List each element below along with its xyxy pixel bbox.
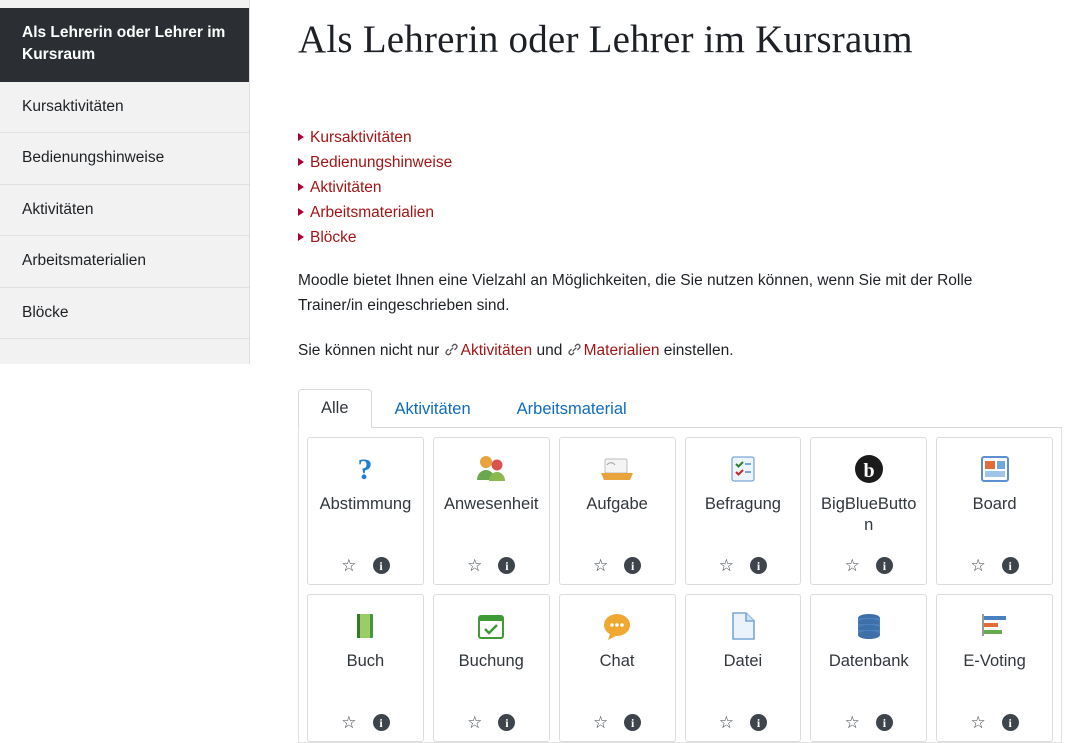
people-group-icon [473,450,509,488]
module-filter-tabs [298,389,1062,428]
tile-actions [719,714,767,733]
module-label: Buchung [458,652,524,671]
info-icon[interactable]: i [498,714,515,731]
module-tile-datei[interactable] [685,594,802,742]
bigbluebutton-icon [853,450,885,488]
info-icon[interactable]: i [876,557,893,574]
caret-right-icon [298,233,304,241]
caret-right-icon [298,208,304,216]
module-label: Aufgabe [586,495,648,514]
module-tile-anwesenheit[interactable] [433,437,550,585]
main-content [250,0,1082,733]
module-tile-abstimmung[interactable] [307,437,424,585]
sidebar-item-label: Aktivitäten [22,200,94,218]
toc-item[interactable] [298,175,1062,200]
info-icon[interactable]: i [373,557,390,574]
toc-link-kursaktivitaeten[interactable]: Kursaktivitäten [310,128,412,146]
info-icon[interactable]: i [1002,557,1019,574]
green-book-icon [349,607,381,645]
hand-paper-icon [599,450,635,488]
info-icon[interactable]: i [373,714,390,731]
secondary-paragraph [298,338,1040,363]
svg-text:b: b [863,460,875,483]
favorite-star-icon[interactable]: ☆ [467,556,483,576]
favorite-star-icon[interactable]: ☆ [718,556,735,576]
database-icon [853,607,885,645]
module-tile-chat[interactable] [559,594,676,742]
module-tile-befragung[interactable] [685,437,802,585]
module-tile-e-voting[interactable] [936,594,1053,742]
module-label: Board [972,495,1017,514]
favorite-star-icon[interactable]: ☆ [467,713,483,733]
info-icon[interactable]: i [1002,714,1019,731]
caret-right-icon [298,183,304,191]
module-tile-bigbluebutton[interactable] [810,437,927,585]
calendar-check-icon [475,607,507,645]
favorite-star-icon[interactable]: ☆ [341,556,357,576]
toc-link-arbeitsmaterialien[interactable]: Arbeitsmaterialien [310,203,435,221]
tile-actions [593,557,641,576]
sidebar-list [0,8,249,339]
sidebar-item-als-lehrerin-oder-lehrer-im-kursraum[interactable] [0,8,249,82]
caret-right-icon [298,158,304,166]
board-window-icon [979,450,1011,488]
sidebar-item-label: Als Lehrerin oder Lehrer im Kursraum [22,24,226,64]
sidebar-item-label: Bedienungshinweise [22,149,165,167]
toc-item[interactable] [298,150,1062,175]
module-tile-board[interactable] [936,437,1053,585]
tab-arbeitsmaterial[interactable]: Arbeitsmaterial [516,400,627,419]
toc-item[interactable] [298,125,1062,150]
module-label: Chat [599,652,635,671]
sidebar-item-label: Arbeitsmaterialien [22,252,147,270]
tile-actions [593,714,641,733]
link-materialien[interactable]: Materialien [583,342,660,360]
favorite-star-icon[interactable]: ☆ [844,556,860,576]
toc-link-aktivitaeten[interactable]: Aktivitäten [310,178,382,196]
tile-actions [341,714,389,733]
page-title: Als Lehrerin oder Lehrer im Kursraum [298,18,913,61]
sidebar-item-label: Blöcke [22,303,69,321]
info-icon[interactable]: i [624,557,641,574]
toc-link-bedienungshinweise[interactable]: Bedienungshinweise [310,153,453,171]
paragraph-suffix: einstellen. [659,342,734,360]
favorite-star-icon[interactable]: ☆ [718,713,735,733]
tile-actions [845,557,893,576]
module-grid-container [298,428,1062,743]
module-label: BigBlueButton [821,495,917,535]
speech-bubble-icon [601,607,633,645]
module-tile-buchung[interactable] [433,594,550,742]
bar-vote-icon [979,607,1011,645]
favorite-star-icon[interactable]: ☆ [844,713,860,733]
tab-aktivitaeten[interactable]: Aktivitäten [394,400,471,419]
link-aktivitaeten[interactable]: Aktivitäten [460,342,533,360]
info-icon[interactable]: i [876,714,893,731]
tile-actions [970,557,1018,576]
svg-text:?: ? [357,453,373,487]
tile-actions [970,714,1018,733]
checklist-clipboard-icon [727,450,759,488]
toc-item[interactable] [298,225,1062,250]
toc-link-bloecke[interactable]: Blöcke [310,228,357,246]
module-grid [307,437,1053,742]
toc-item[interactable] [298,200,1062,225]
sidebar-item-bloecke[interactable] [0,288,249,339]
question-mark-icon [348,450,382,488]
sidebar-item-bedienungshinweise[interactable] [0,133,249,184]
intro-paragraph: Moodle bietet Ihnen eine Vielzahl an Möglichkeiten, die Sie nutzen können, wenn Sie mit der Rolle Trainer/in eingeschrieben sind. [298,271,973,314]
module-tile-buch[interactable] [307,594,424,742]
module-label: Buch [346,652,385,671]
info-icon[interactable]: i [498,557,515,574]
favorite-star-icon[interactable]: ☆ [970,713,986,733]
table-of-contents [298,125,1062,250]
tile-actions [467,557,515,576]
favorite-star-icon[interactable]: ☆ [592,556,609,576]
tile-actions [341,557,389,576]
info-icon[interactable]: i [750,557,767,574]
paragraph-middle: und [532,342,567,360]
module-tile-datenbank[interactable] [810,594,927,742]
module-label: Abstimmung [319,495,412,514]
sidebar-item-kursaktivitaeten[interactable] [0,82,249,133]
favorite-star-icon[interactable]: ☆ [592,713,609,733]
tile-actions [719,557,767,576]
sidebar-item-arbeitsmaterialien[interactable] [0,236,249,287]
sidebar [0,0,250,364]
info-icon[interactable]: i [750,714,767,731]
tab-alle[interactable]: Alle [298,389,372,428]
link-chain-icon [567,340,582,355]
module-label: Befragung [704,495,781,514]
file-page-icon [728,607,758,645]
link-chain-icon [444,340,459,355]
sidebar-item-aktivitaeten[interactable] [0,185,249,236]
module-label: Datenbank [828,652,909,671]
module-label: E-Voting [963,652,1026,671]
tile-actions [467,714,515,733]
favorite-star-icon[interactable]: ☆ [970,556,986,576]
caret-right-icon [298,133,304,141]
sidebar-item-label: Kursaktivitäten [22,97,124,115]
module-tile-aufgabe[interactable] [559,437,676,585]
favorite-star-icon[interactable]: ☆ [341,713,357,733]
module-label: Anwesenheit [444,495,539,514]
paragraph-prefix: Sie können nicht nur [298,342,444,360]
info-icon[interactable]: i [624,714,641,731]
tile-actions [845,714,893,733]
module-label: Datei [723,652,763,671]
